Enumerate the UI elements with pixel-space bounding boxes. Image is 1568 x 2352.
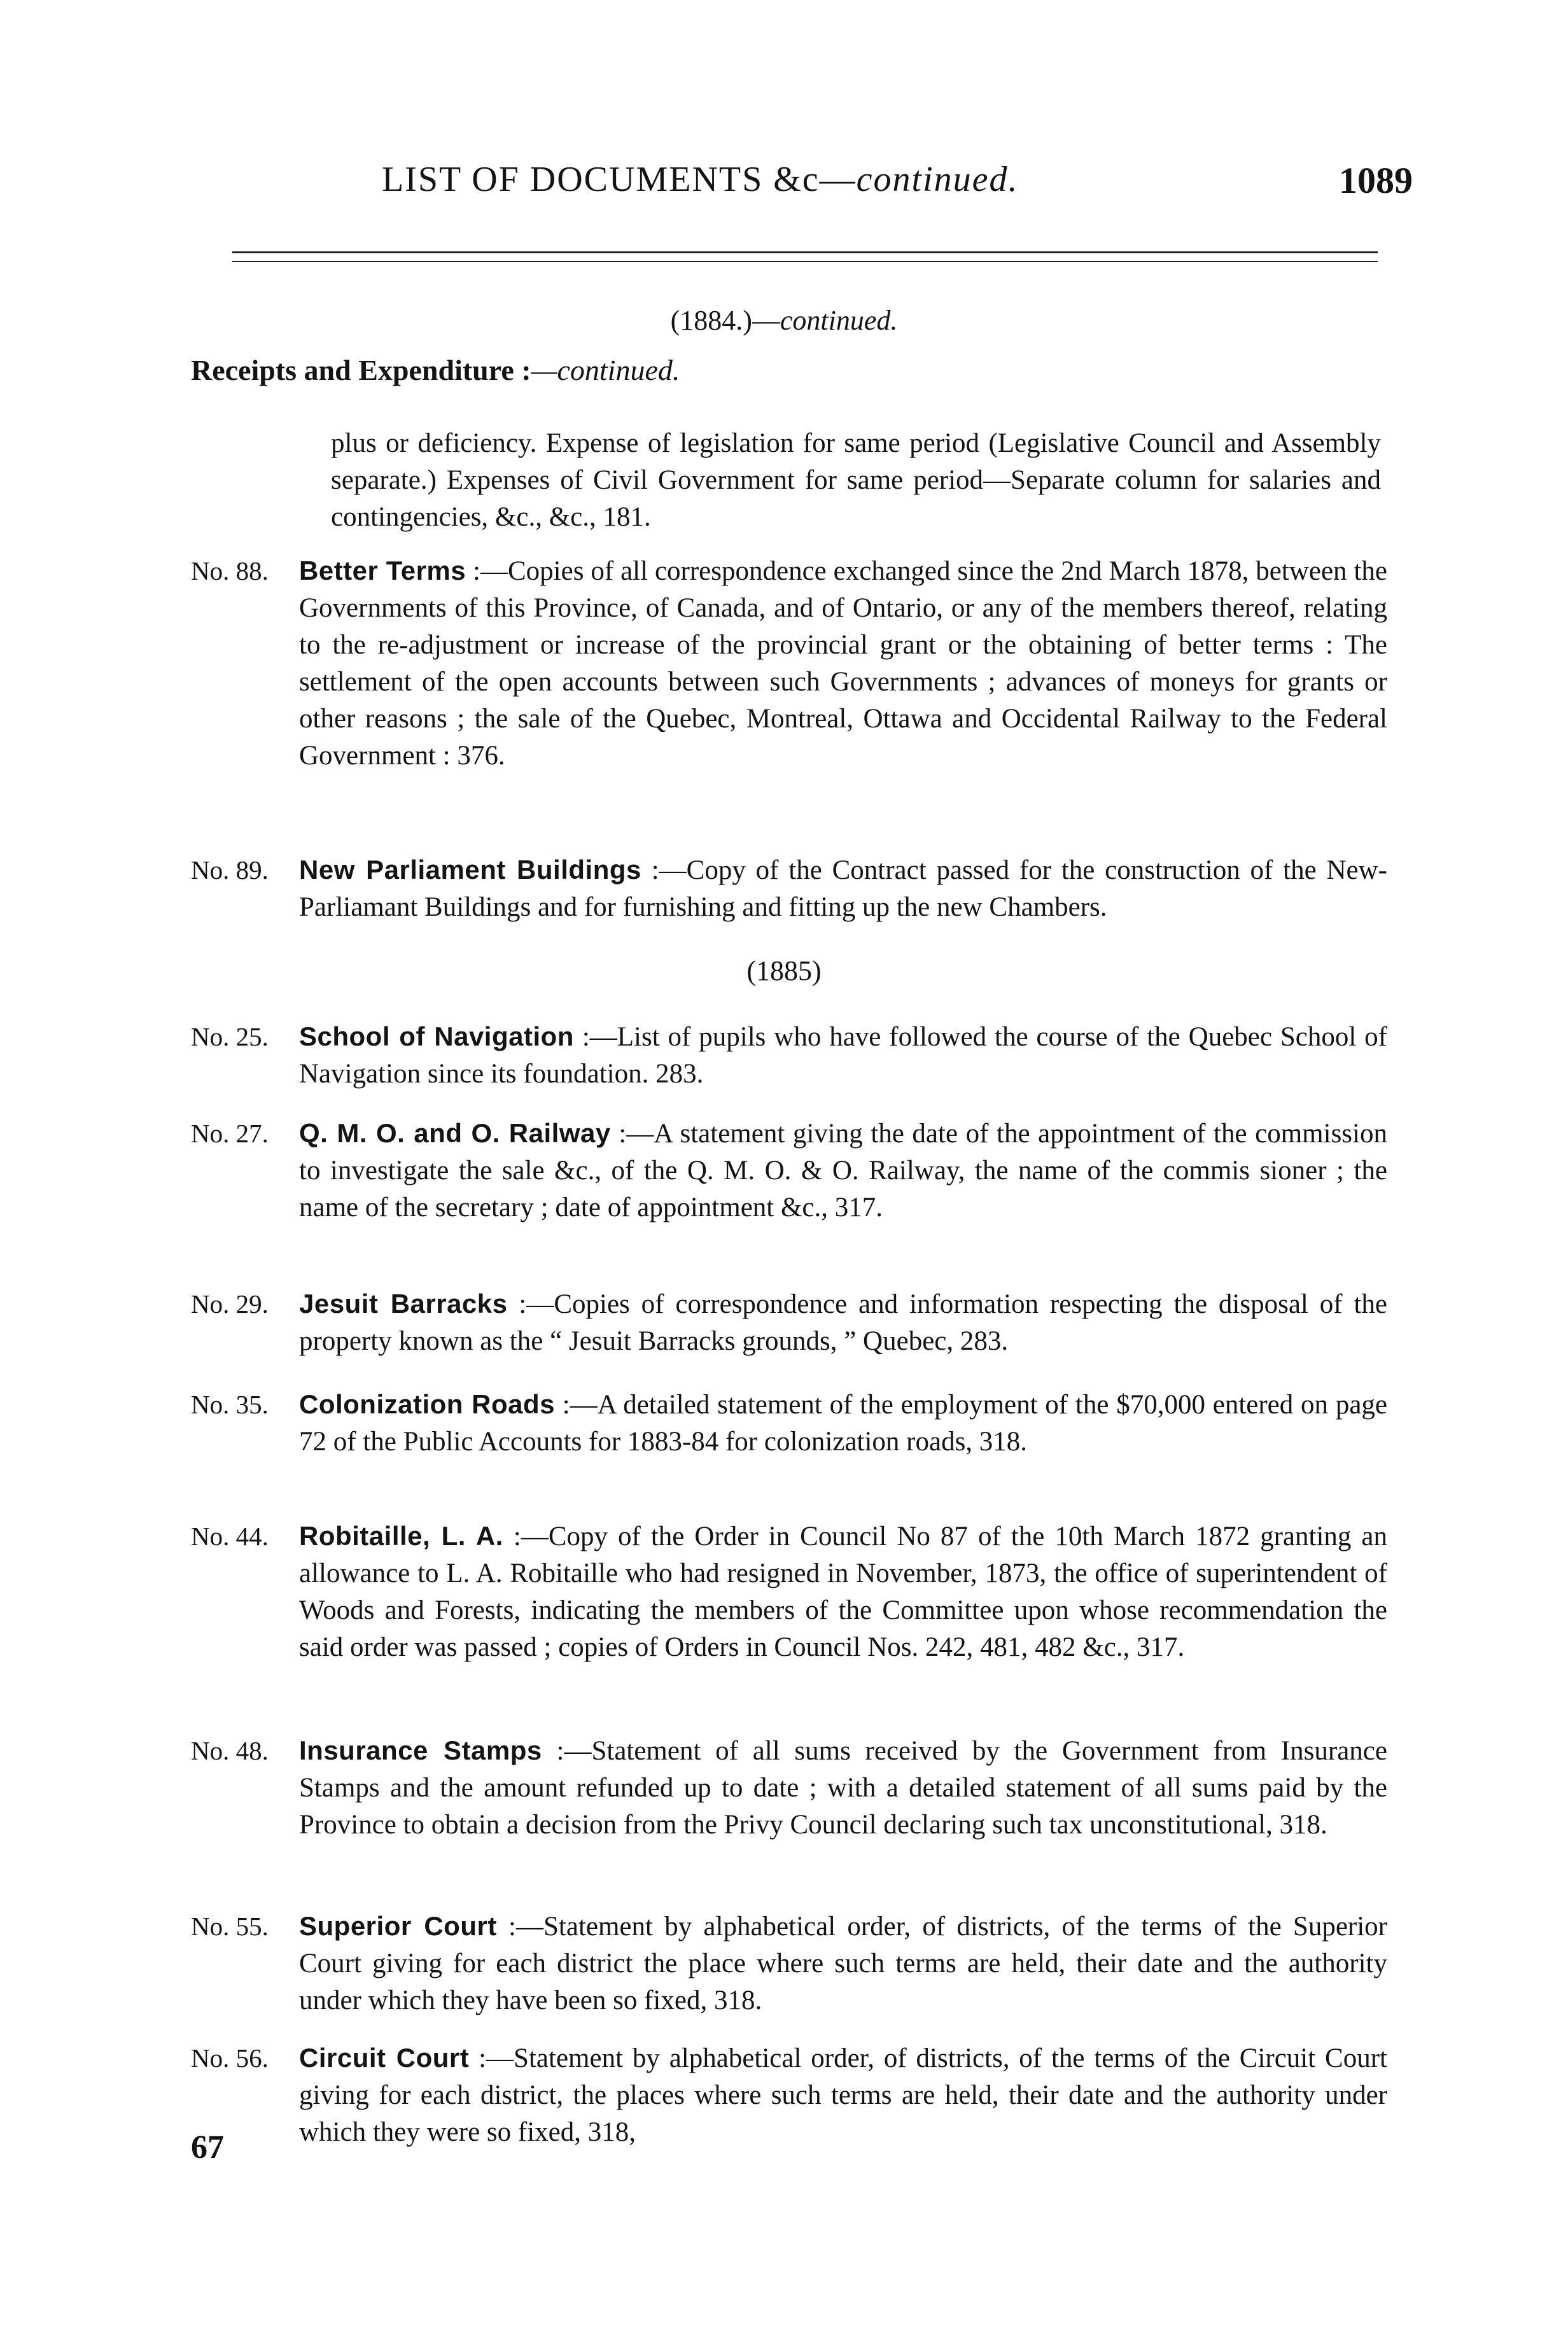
- entry-heading: Q. M. O. and O. Railway: [299, 1118, 611, 1148]
- entry-heading: School of Navigation: [299, 1021, 574, 1051]
- entry-number: No. 88.: [191, 556, 269, 585]
- entry-no-48: [191, 1732, 1387, 1844]
- entry-heading: New Parliament Buildings: [299, 855, 641, 885]
- running-title: [382, 159, 1019, 200]
- entry-text: :—Copy of the Order in Council No 87 of the 10th March 1872 granting an allowance to L. A. Robitaille who had resigned in November, 1873, the office of superintendent of Woods and Forests, indicating the members of the Committee upon whose recommendation the said order was passed ; copies of Orders in Council Nos. 242, 481, 482 &c., 317.: [299, 1522, 1387, 1662]
- entry-no-25: [191, 1018, 1387, 1093]
- entry-body: [299, 1285, 1387, 1360]
- entry-body: [299, 552, 1387, 774]
- entry-no-27: [191, 1115, 1387, 1226]
- entry-heading: Insurance Stamps: [299, 1735, 542, 1765]
- year-1884-label: (1884.)—: [670, 305, 780, 336]
- entry-body: [299, 1115, 1387, 1226]
- entry-heading: Better Terms: [299, 556, 466, 585]
- entry-no-44: [191, 1518, 1387, 1666]
- header-double-rule: [232, 251, 1378, 262]
- entry-number: No. 56.: [191, 2043, 269, 2073]
- entry-no-35: [191, 1386, 1387, 1460]
- entry-body: [299, 1386, 1387, 1460]
- entry-body: [299, 1732, 1387, 1844]
- header-title-text: LIST OF DOCUMENTS &c—: [382, 160, 857, 199]
- entry-number: No. 55.: [191, 1912, 269, 1941]
- entry-number: No. 44.: [191, 1522, 269, 1551]
- entry-number: No. 25.: [191, 1022, 269, 1051]
- page-number: 1089: [1339, 160, 1413, 201]
- entry-text: :—A statement giving the date of the appointment of the commission to investigate the sale &c., of the Q. M. O. & O. Railway, the name of the commis sioner ; the name of the secretary ; date of appointment &c., 317.: [299, 1119, 1387, 1222]
- entry-number: No. 35.: [191, 1390, 269, 1419]
- entry-text: :—Copies of correspondence and information respecting the disposal of the property known as the “ Jesuit Barracks grounds, ” Quebec, 283.: [299, 1289, 1387, 1356]
- entry-number: No. 89.: [191, 855, 269, 885]
- entry-body: [299, 1518, 1387, 1666]
- running-header: [382, 159, 1413, 216]
- continuation-paragraph: plus or deficiency. Expense of legislation for same period (Legislative Council and Assembly separate.) Expenses of Civil Government for same period—Separate column for salaries and contingencies, &c., &c., 181.: [331, 428, 1381, 532]
- entry-text: :—Statement of all sums received by the Government from Insurance Stamps and the amount refunded up to date ; with a detailed statement of all sums paid by the Province to obtain a decision from the Privy Council declaring such tax unconstitutional, 318.: [299, 1736, 1387, 1840]
- entry-no-29: [191, 1285, 1387, 1360]
- entry-no-89: [191, 851, 1387, 926]
- entry-number: No. 27.: [191, 1119, 269, 1148]
- entry-body: [299, 1908, 1387, 2019]
- entry-text: :—Copies of all correspondence exchanged since the 2nd March 1878, between the Governments of this Province, of Canada, and of Ontario, or any of the members thereof, relating to the re-adjustment or increase of the provincial grant or the obtaining of better terms : The settlement of the open accounts between such Governments ; advances of moneys for grants or other reasons ; the sale of the Quebec, Montreal, Ottawa and Occidental Railway to the Federal Government : 376.: [299, 556, 1387, 771]
- section-heading: [191, 353, 680, 387]
- entry-number: No. 48.: [191, 1736, 269, 1765]
- entry-text: :—A detailed statement of the employment of the $70,000 entered on page 72 of the Public Accounts for 1883-84 for colonization roads, 318.: [299, 1390, 1387, 1457]
- year-1884-continued: continued.: [780, 305, 898, 336]
- year-heading-1884: [0, 304, 1568, 337]
- entry-heading: Superior Court: [299, 1911, 497, 1941]
- signature-mark: 67: [191, 2129, 224, 2166]
- entry-body: [299, 2040, 1387, 2151]
- section-heading-continued: —continued.: [531, 354, 680, 386]
- entry-text: :—Statement by alphabetical order, of districts, of the terms of the Circuit Court giving for each district, the places where such terms are held, their date and the authority under which they were so fixed, 318,: [299, 2043, 1388, 2147]
- entry-text: :—Copy of the Contract passed for the construction of the New-Parliamant Buildings and for furnishing and fitting up the new Chambers.: [299, 855, 1388, 922]
- entry-no-56: [191, 2040, 1387, 2151]
- entry-heading: Circuit Court: [299, 2043, 470, 2073]
- entry-heading: Colonization Roads: [299, 1389, 556, 1419]
- header-title-continued: continued.: [856, 160, 1019, 199]
- entry-heading: Jesuit Barracks: [299, 1289, 508, 1319]
- entry-number: No. 29.: [191, 1289, 269, 1319]
- section-heading-label: Receipts and Expenditure :: [191, 354, 531, 386]
- entry-text: :—List of pupils who have followed the course of the Quebec School of Navigation since its foundation. 283.: [299, 1022, 1387, 1089]
- entry-no-55: [191, 1908, 1387, 2019]
- entry-text: :—Statement by alphabetical order, of districts, of the terms of the Superior Court giving for each district the place where such terms are held, their date and the authority under which they have been so fixed, 318.: [299, 1912, 1388, 2015]
- entry-body: [299, 1018, 1387, 1093]
- entry-heading: Robitaille, L. A.: [299, 1521, 503, 1551]
- entry-body: [299, 851, 1387, 926]
- entry-no-88: [191, 552, 1387, 774]
- year-heading-1885: (1885): [746, 955, 822, 986]
